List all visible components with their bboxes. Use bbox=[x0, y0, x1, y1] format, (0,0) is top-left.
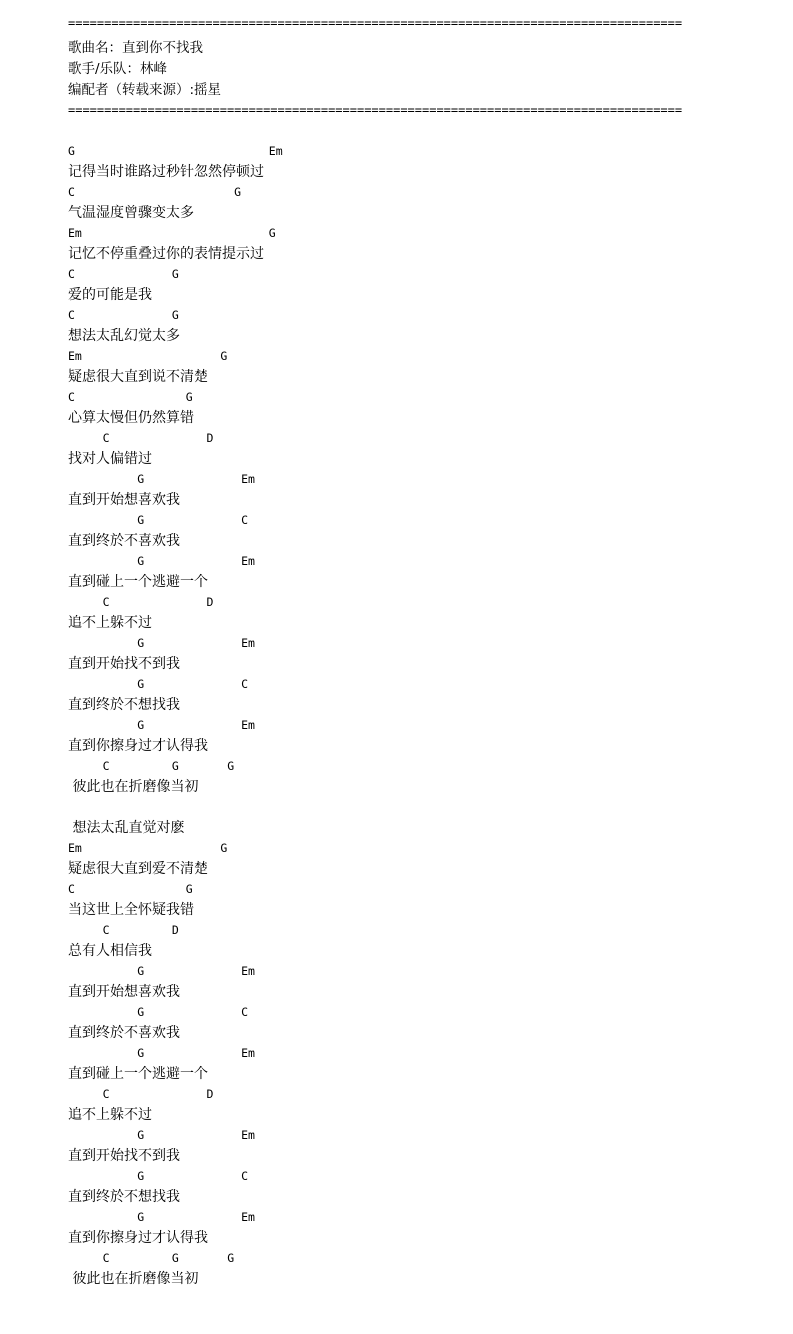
lyric-line: 疑虑很大直到爱不清楚 bbox=[68, 861, 208, 877]
lyric-line: 当这世上全怀疑我错 bbox=[68, 902, 194, 918]
lyric-line: 心算太慢但仍然算错 bbox=[68, 410, 194, 426]
lyric-line: 追不上躲不过 bbox=[68, 1107, 152, 1123]
chord-line: G C bbox=[68, 1169, 249, 1183]
song-arranger: 编配者（转载来源）:摇星 bbox=[68, 82, 222, 98]
chord-line: C G bbox=[68, 882, 193, 896]
lyric-line: 气温湿度曾骤变太多 bbox=[68, 205, 194, 221]
chord-line: C G bbox=[68, 185, 242, 199]
chord-line: G Em bbox=[68, 144, 283, 158]
chord-line: Em G bbox=[68, 349, 228, 363]
lyric-line: 疑虑很大直到说不清楚 bbox=[68, 369, 208, 385]
chord-line: G Em bbox=[68, 554, 255, 568]
lyric-line: 直到开始想喜欢我 bbox=[68, 492, 180, 508]
chord-line bbox=[68, 799, 793, 816]
song-artist: 歌手/乐队：林峰 bbox=[68, 61, 168, 77]
song-header bbox=[0, 38, 793, 101]
lyric-line: 追不上躲不过 bbox=[68, 615, 152, 631]
divider-top: ===================================================================================== bbox=[68, 18, 683, 30]
chord-line: Em G bbox=[68, 226, 276, 240]
divider-bottom: ===================================================================================== bbox=[68, 105, 683, 117]
lyric-line: 直到碰上一个逃避一个 bbox=[68, 1066, 208, 1082]
chord-line: C G G bbox=[68, 1251, 235, 1265]
lyric-line: 想法太乱幻觉太多 bbox=[68, 328, 180, 344]
lyric-line: 直到你擦身过才认得我 bbox=[68, 1230, 208, 1246]
lyric-line: 直到终於不喜欢我 bbox=[68, 533, 180, 549]
chord-line: G Em bbox=[68, 1046, 255, 1060]
chord-line: C D bbox=[68, 1087, 214, 1101]
lyric-line: 直到碰上一个逃避一个 bbox=[68, 574, 208, 590]
lyric-line: 找对人偏错过 bbox=[68, 451, 152, 467]
chord-line: C D bbox=[68, 923, 179, 937]
chord-line: C D bbox=[68, 595, 214, 609]
chord-line: G Em bbox=[68, 1210, 255, 1224]
chord-line: G C bbox=[68, 677, 249, 691]
lyric-line: 直到终於不想找我 bbox=[68, 697, 180, 713]
song-title: 歌曲名：直到你不找我 bbox=[68, 40, 203, 56]
chord-line: C G bbox=[68, 267, 179, 281]
chord-line: C G bbox=[68, 390, 193, 404]
lyric-line: 彼此也在折磨像当初 bbox=[68, 1271, 199, 1287]
chord-line: C G bbox=[68, 308, 179, 322]
lyric-line: 直到开始找不到我 bbox=[68, 656, 180, 672]
chord-line: G Em bbox=[68, 636, 255, 650]
chord-line: G Em bbox=[68, 1128, 255, 1142]
chord-line: Em G bbox=[68, 841, 228, 855]
chord-line: G Em bbox=[68, 718, 255, 732]
lyric-line: 记忆不停重叠过你的表情提示过 bbox=[68, 246, 264, 262]
chord-line: G C bbox=[68, 513, 249, 527]
chord-line: C D bbox=[68, 431, 214, 445]
chord-line: G Em bbox=[68, 964, 255, 978]
guitar-chord-sheet bbox=[0, 18, 793, 1291]
lyric-line: 彼此也在折磨像当初 bbox=[68, 779, 199, 795]
lyric-line: 直到开始找不到我 bbox=[68, 1148, 180, 1164]
chord-line: C G G bbox=[68, 759, 235, 773]
lyric-line: 爱的可能是我 bbox=[68, 287, 152, 303]
song-body bbox=[0, 143, 793, 1291]
lyric-line: 直到终於不想找我 bbox=[68, 1189, 180, 1205]
lyric-line: 想法太乱直觉对麽 bbox=[68, 820, 185, 836]
lyric-line: 直到你擦身过才认得我 bbox=[68, 738, 208, 754]
lyric-line: 直到开始想喜欢我 bbox=[68, 984, 180, 1000]
chord-line: G C bbox=[68, 1005, 249, 1019]
lyric-line: 直到终於不喜欢我 bbox=[68, 1025, 180, 1041]
chord-line: G Em bbox=[68, 472, 255, 486]
lyric-line: 总有人相信我 bbox=[68, 943, 152, 959]
lyric-line: 记得当时谁路过秒针忽然停顿过 bbox=[68, 164, 264, 180]
